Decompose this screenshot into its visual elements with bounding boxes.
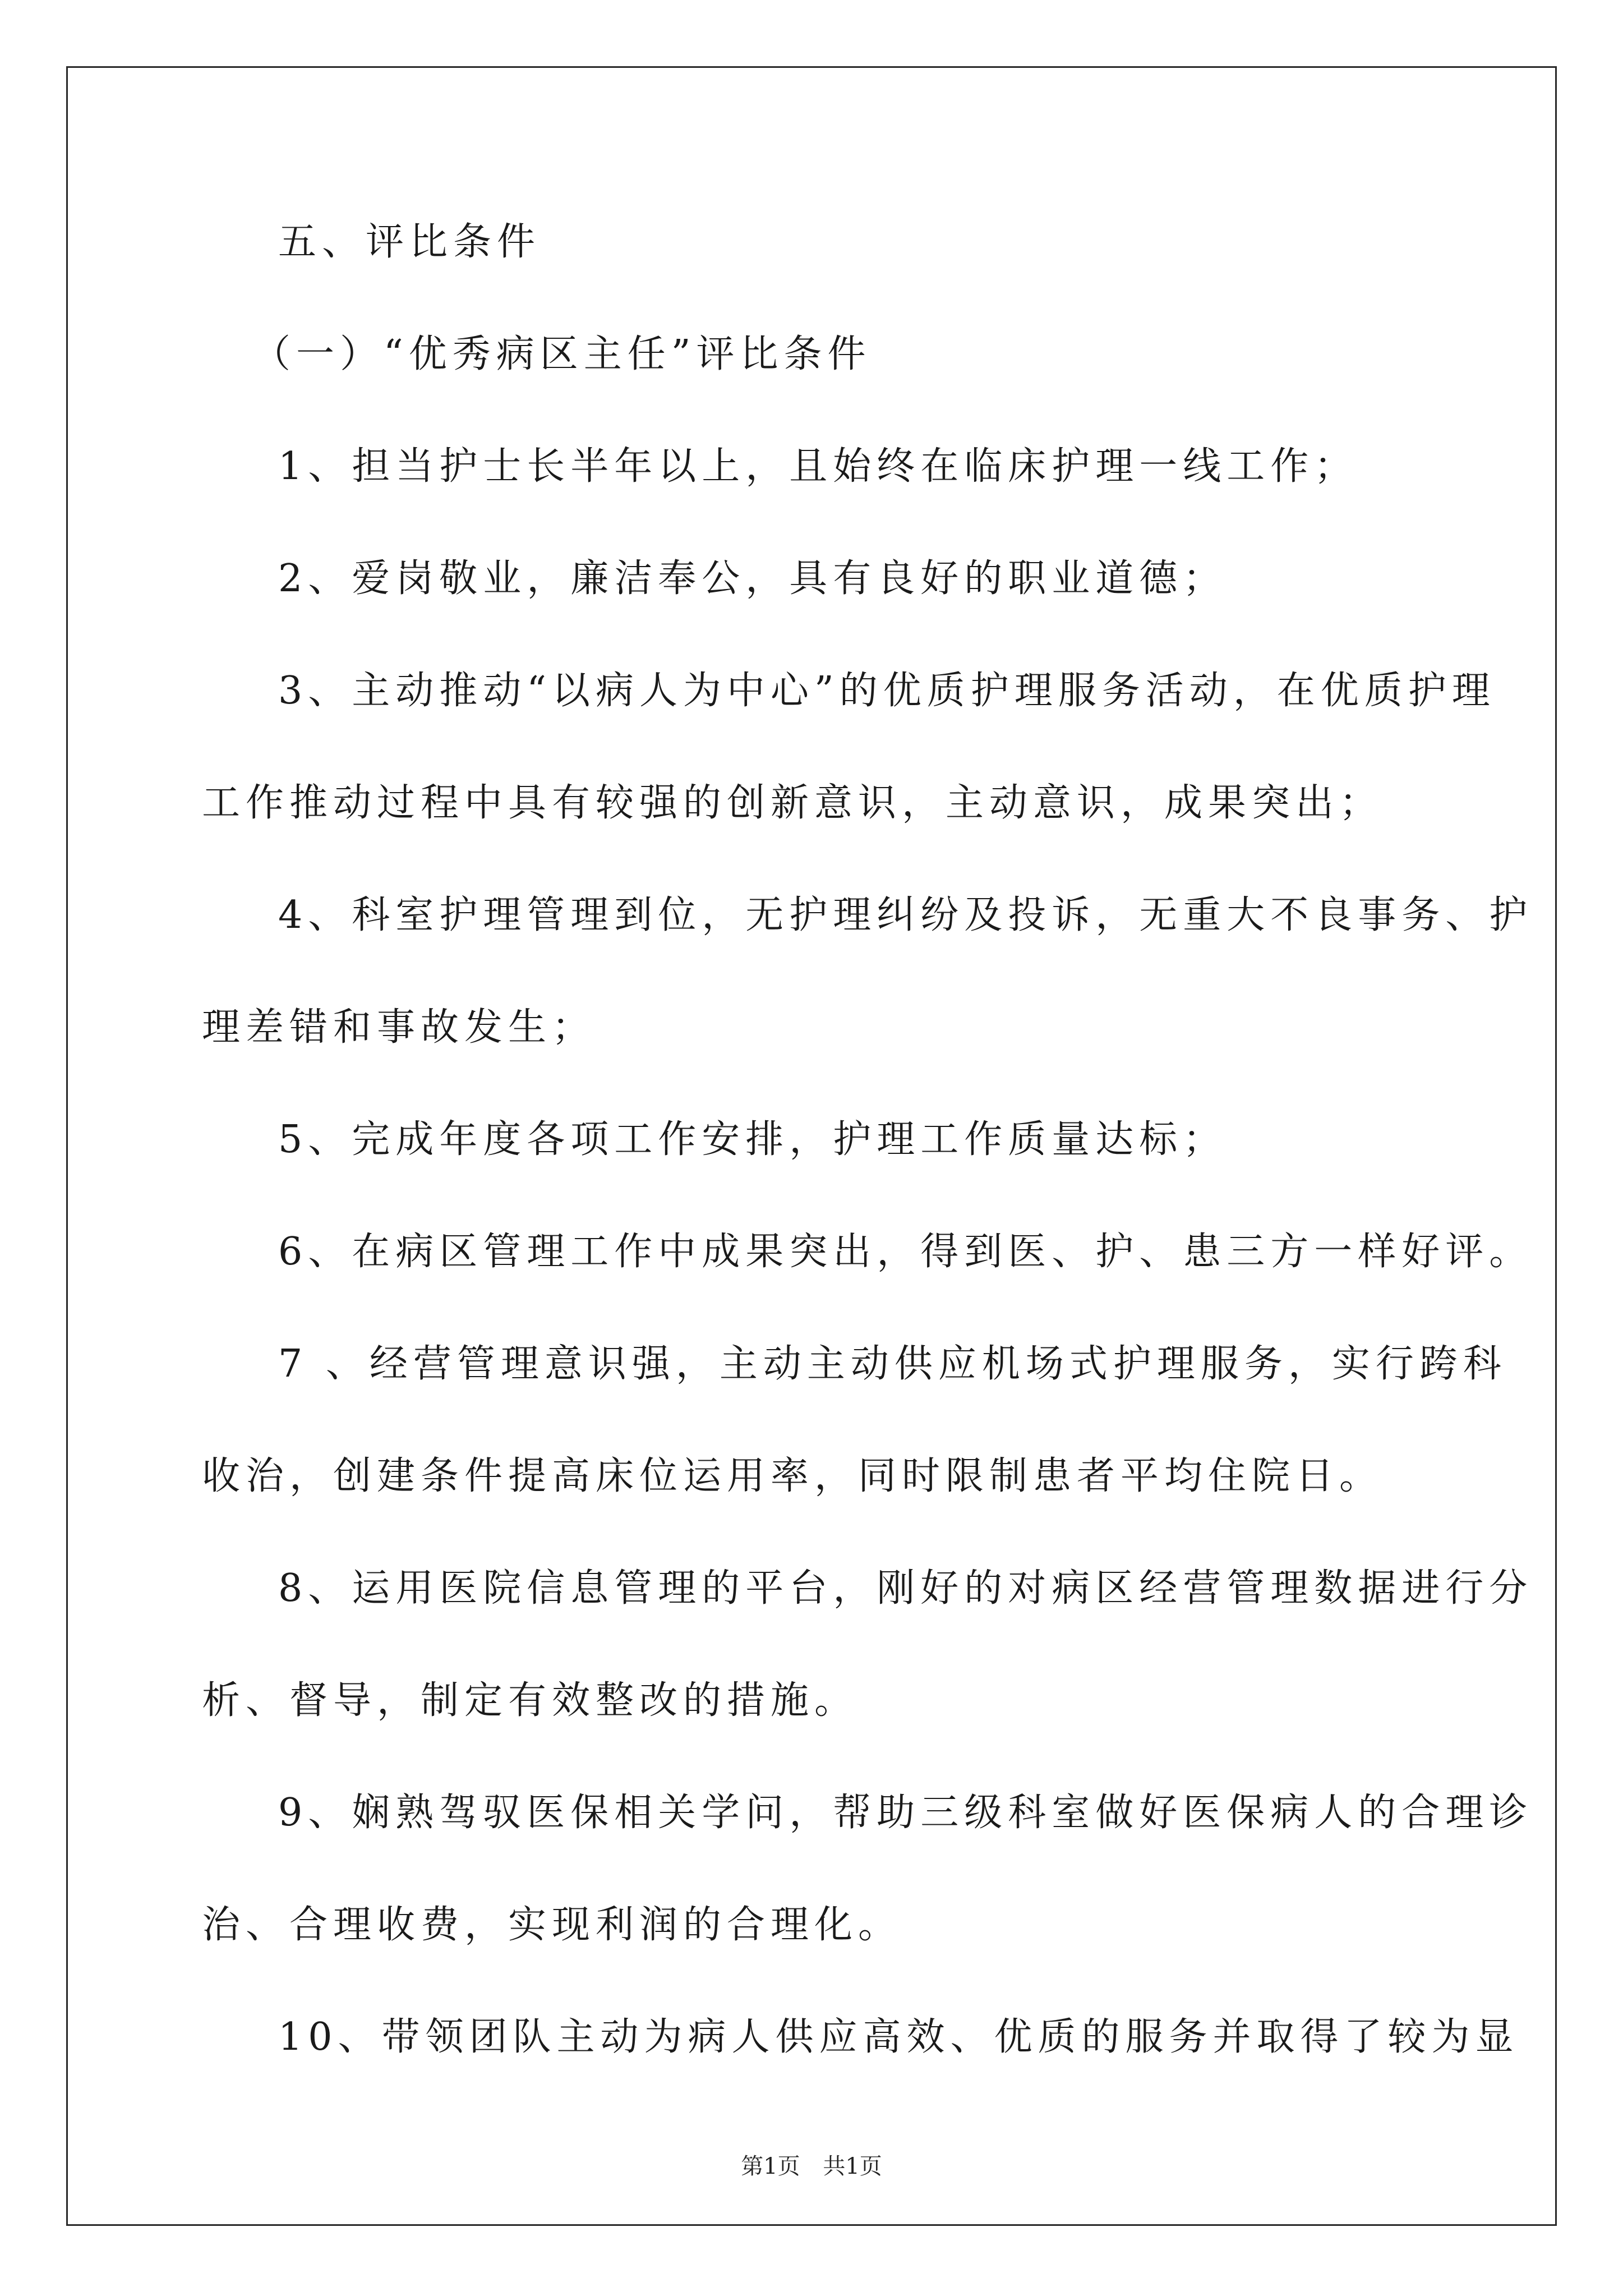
paragraph-10-line-1: 10、带领团队主动为病人供应高效、优质的服务并取得了较为显 bbox=[278, 2015, 1519, 2059]
paragraph-7-line-2: 收治，创建条件提高床位运用率，同时限制患者平均住院日。 bbox=[202, 1454, 1384, 1498]
paragraph-7-line-1: 7 、经营管理意识强，主动主动供应机场式护理服务，实行跨科 bbox=[278, 1342, 1507, 1386]
paragraph-8-line-1: 8、运用医院信息管理的平台，刚好的对病区经营管理数据进行分 bbox=[278, 1566, 1533, 1611]
paragraph-3-line-2: 工作推动过程中具有较强的创新意识，主动意识，成果突出； bbox=[202, 781, 1384, 825]
paragraph-5-line-1: 5、完成年度各项工作安排，护理工作质量达标； bbox=[278, 1117, 1227, 1162]
paragraph-9-line-1: 9、娴熟驾驭医保相关学问，帮助三级科室做好医保病人的合理诊 bbox=[278, 1791, 1533, 1835]
paragraph-6-line-1: 6、在病区管理工作中成果突出，得到医、护、患三方一样好评。 bbox=[278, 1230, 1533, 1274]
paragraph-3-line-1: 3、主动推动“以病人为中心”的优质护理服务活动，在优质护理 bbox=[278, 669, 1496, 713]
paragraph-4-line-2: 理差错和事故发生； bbox=[202, 1005, 596, 1050]
paragraph-4-line-1: 4、科室护理管理到位，无护理纠纷及投诉，无重大不良事务、护 bbox=[278, 893, 1533, 937]
sub-title: （一）“优秀病区主任”评比条件 bbox=[252, 332, 872, 376]
section-title: 五、评比条件 bbox=[278, 220, 541, 264]
paragraph-9-line-2: 治、合理收费，实现利润的合理化。 bbox=[202, 1903, 902, 1947]
paragraph-8-line-2: 析、督导，制定有效整改的措施。 bbox=[202, 1678, 859, 1723]
page-footer bbox=[0, 2153, 1623, 2180]
document-body bbox=[202, 220, 1533, 2060]
paragraph-2-line-1: 2、爱岗敬业，廉洁奉公，具有良好的职业道德； bbox=[278, 556, 1227, 601]
paragraph-1-line-1: 1、担当护士长半年以上，且始终在临床护理一线工作； bbox=[278, 444, 1358, 489]
page-number-total: 共1页 bbox=[823, 2154, 882, 2179]
page-number-current: 第1页 bbox=[741, 2154, 800, 2179]
